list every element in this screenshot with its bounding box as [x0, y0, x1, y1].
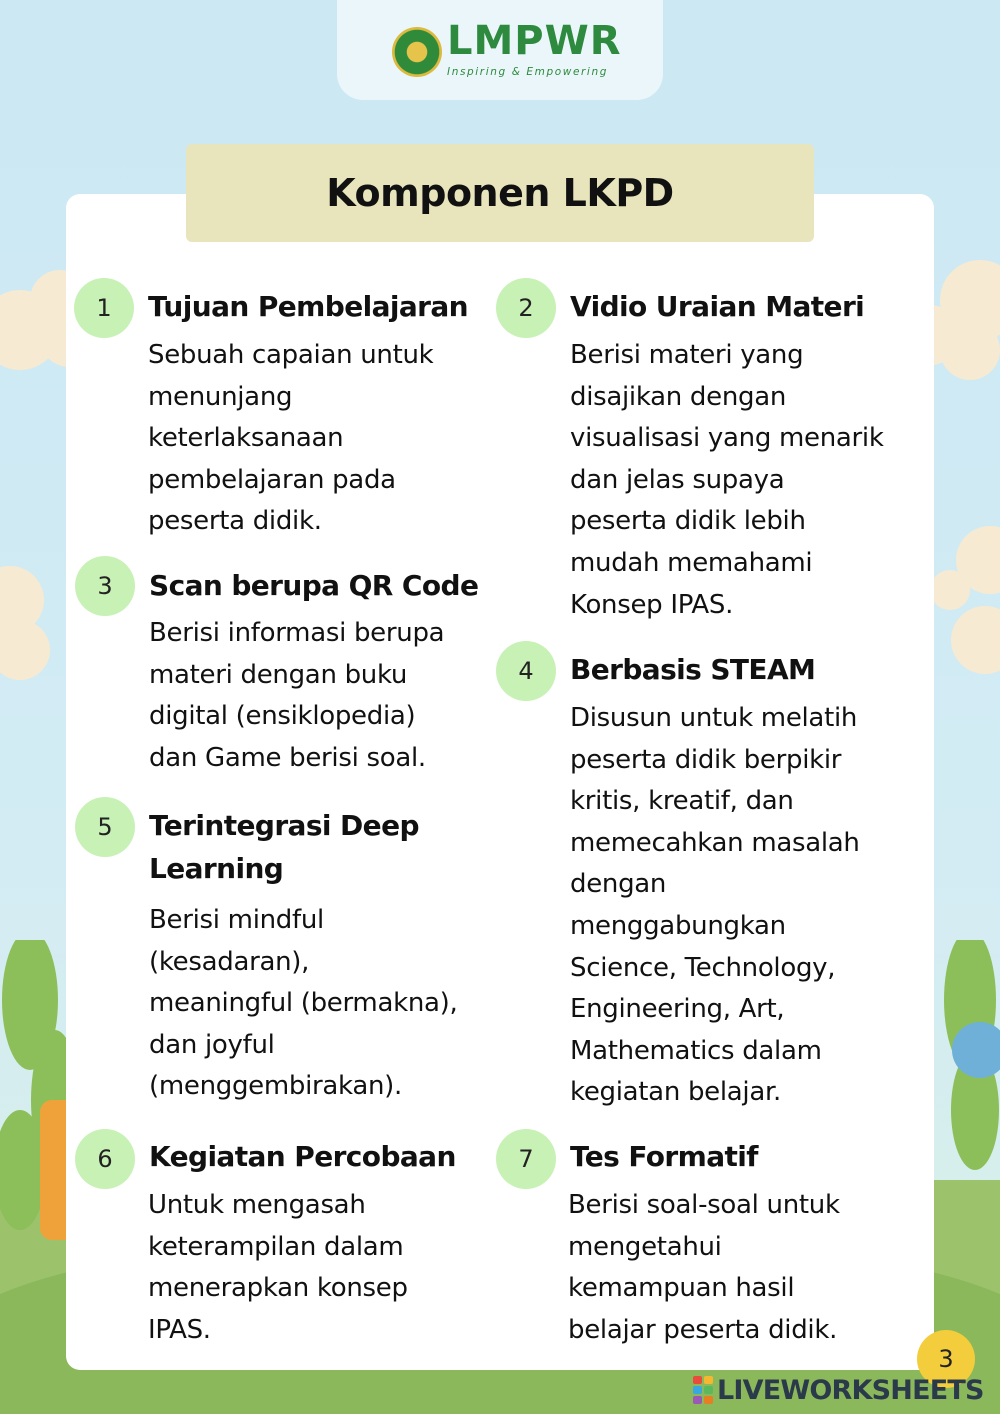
description-line: menggabungkan [570, 910, 786, 941]
description-line: dan jelas supaya [570, 464, 785, 495]
description-line: materi dengan buku [149, 659, 408, 690]
description-line: mudah memahami [570, 547, 813, 578]
university-seal-icon [392, 27, 442, 77]
number-badge: 3 [75, 556, 135, 616]
description-line: Berisi soal-soal untuk [568, 1190, 840, 1220]
description-line: menerapkan konsep [148, 1273, 408, 1304]
description-line: peserta didik lebih [570, 506, 806, 537]
description-line: Berisi mindful [149, 905, 324, 935]
number-badge: 4 [496, 641, 556, 701]
description-line: Konsep IPAS. [570, 589, 734, 620]
description-line: digital (ensiklopedia) [149, 701, 416, 732]
page-number-badge: 3 [917, 1330, 975, 1388]
description-line: mengetahui [568, 1231, 722, 1262]
description-line: Untuk mengasah [148, 1190, 366, 1220]
description-line: kegiatan belajar. [570, 1077, 781, 1108]
description-line: peserta didik. [148, 506, 322, 537]
item-heading: Scan berupa QR Code [149, 569, 479, 602]
liveworksheets-watermark[interactable] [693, 1372, 984, 1408]
item-description [570, 698, 860, 1114]
description-line: pembelajaran pada [148, 464, 396, 495]
description-line: kemampuan hasil [568, 1273, 795, 1304]
item-heading: Berbasis STEAM [570, 653, 816, 686]
description-line: Berisi informasi berupa [149, 618, 445, 648]
description-line: Berisi materi yang [570, 340, 804, 370]
description-line: Sebuah capaian untuk [148, 340, 434, 370]
description-line: (kesadaran), [149, 946, 310, 977]
item-description [570, 335, 884, 626]
description-line: dan joyful [149, 1029, 275, 1060]
logo-tagline: Inspiring & Empowering [447, 66, 608, 78]
description-line: meaningful (bermakna), [149, 988, 458, 1019]
number-badge: 7 [496, 1129, 556, 1189]
number-badge: 5 [75, 797, 135, 857]
page-title: Komponen LKPD [326, 171, 674, 215]
description-line: Mathematics dalam [570, 1035, 822, 1066]
heading-line: Learning [149, 852, 284, 885]
title-banner [186, 144, 814, 242]
description-line: Science, Technology, [570, 952, 836, 983]
item-heading: Vidio Uraian Materi [570, 290, 865, 323]
description-line: visualisasi yang menarik [570, 423, 884, 454]
description-line: Engineering, Art, [570, 994, 785, 1025]
item-description [568, 1185, 840, 1351]
item-heading: Tes Formatif [570, 1140, 758, 1173]
item-description [148, 1185, 408, 1351]
number-badge: 2 [496, 278, 556, 338]
item-description [148, 335, 433, 543]
item-description [149, 613, 444, 779]
item-heading: Kegiatan Percobaan [149, 1140, 456, 1173]
description-line: kritis, kreatif, dan [570, 786, 794, 817]
description-line: menunjang [148, 381, 293, 412]
description-line: IPAS. [148, 1314, 211, 1345]
number-badge: 6 [75, 1129, 135, 1189]
description-line: peserta didik berpikir [570, 744, 842, 775]
description-line: belajar peserta didik. [568, 1314, 838, 1345]
liveworksheets-logo-icon [693, 1376, 713, 1404]
description-line: Disusun untuk melatih [570, 703, 858, 733]
description-line: keterlaksanaan [148, 423, 344, 454]
description-line: disajikan dengan [570, 381, 787, 412]
description-line: memecahkan masalah [570, 827, 860, 858]
description-line: dan Game berisi soal. [149, 742, 426, 773]
item-heading [149, 804, 419, 890]
description-line: dengan [570, 869, 667, 900]
item-heading: Tujuan Pembelajaran [148, 290, 469, 323]
number-badge: 1 [74, 278, 134, 338]
heading-line: Terintegrasi Deep [149, 809, 419, 842]
watermark-text: LIVEWORKSHEETS [717, 1374, 984, 1406]
plant-right [930, 940, 1000, 1240]
description-line: (menggembirakan). [149, 1071, 402, 1102]
logo-header [337, 0, 663, 100]
logo-wordmark: LMPWR [447, 18, 622, 64]
item-description [149, 900, 457, 1108]
description-line: keterampilan dalam [148, 1231, 404, 1262]
